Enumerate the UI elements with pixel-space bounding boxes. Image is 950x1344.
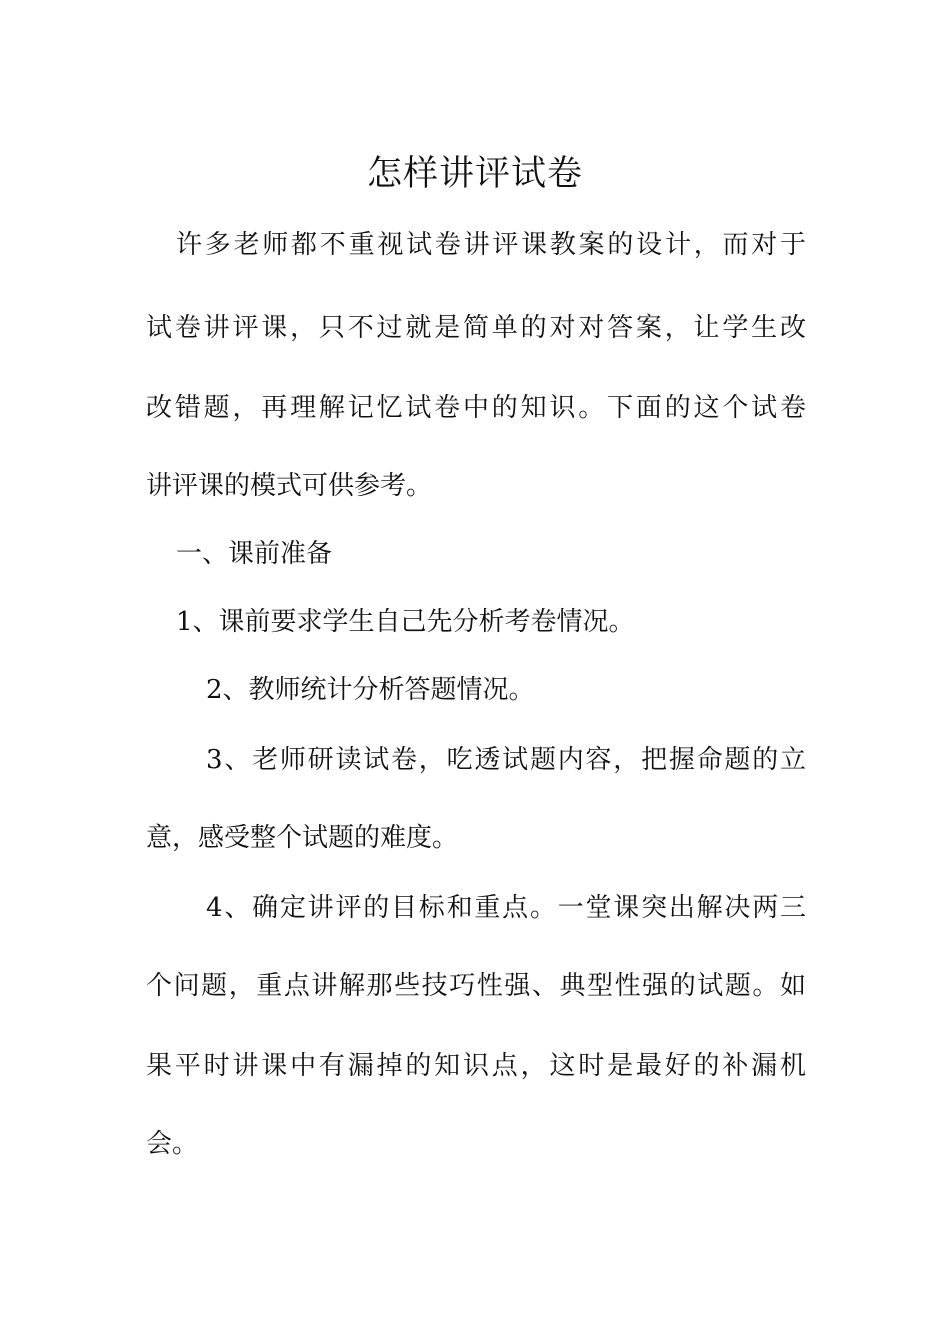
- section-heading: 一、课前准备: [176, 539, 333, 569]
- intro-line-3: 改错题，再理解记忆试卷中的知识。下面的这个试卷: [146, 393, 806, 423]
- list-item-1: 1、课前要求学生自己先分析考卷情况。: [176, 607, 635, 637]
- intro-line-2: 试卷讲评课，只不过就是简单的对对答案，让学生改: [146, 313, 806, 343]
- list-item-4-line-2: 个问题，重点讲解那些技巧性强、典型性强的试题。如: [146, 971, 806, 1001]
- intro-line-1: 许多老师都不重视试卷讲评课教案的设计，而对于: [176, 230, 806, 260]
- list-item-2: 2、教师统计分析答题情况。: [206, 675, 535, 705]
- list-item-4-line-1: 4、确定讲评的目标和重点。一堂课突出解决两三: [206, 893, 806, 923]
- list-item-4-line-4: 会。: [146, 1129, 199, 1159]
- intro-line-4: 讲评课的模式可供参考。: [146, 471, 433, 501]
- list-item-3-line-1: 3、老师研读试卷，吃透试题内容，把握命题的立: [206, 745, 806, 775]
- document-title: 怎样讲评试卷: [366, 154, 583, 194]
- list-item-4-line-3: 果平时讲课中有漏掉的知识点，这时是最好的补漏机: [146, 1051, 806, 1081]
- list-item-3-line-2: 意，感受整个试题的难度。: [146, 823, 459, 853]
